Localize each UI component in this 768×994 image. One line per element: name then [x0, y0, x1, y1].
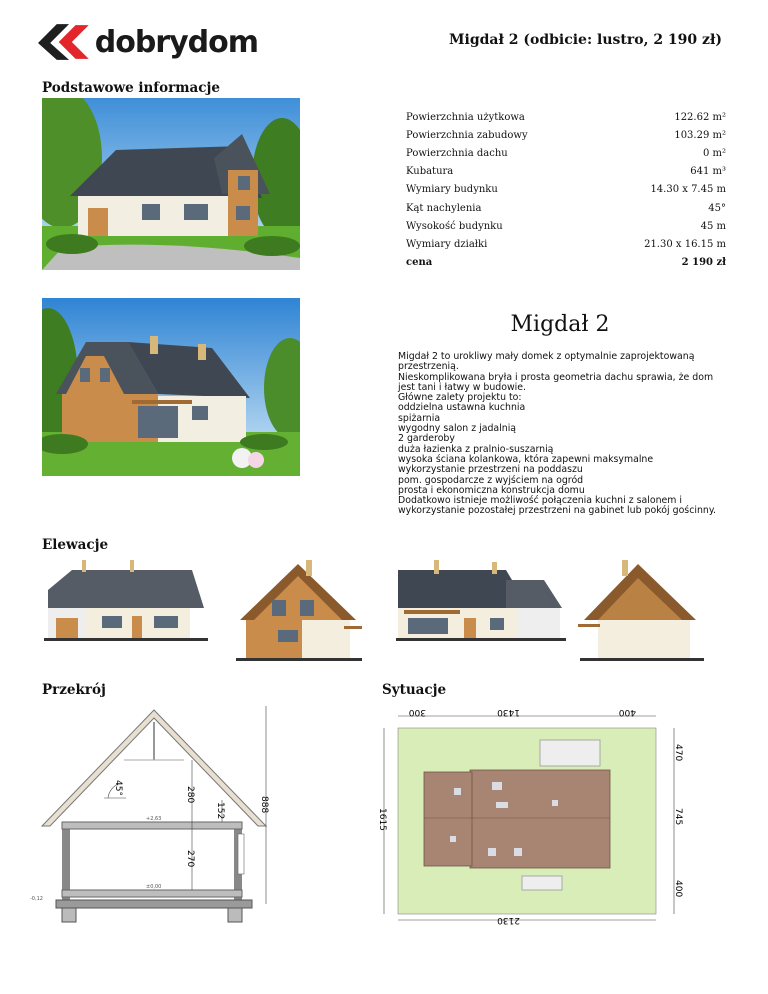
- dim-angle: 45°: [113, 780, 123, 796]
- section-heading-cross-section: Przekrój: [42, 682, 106, 698]
- elevation-front: [42, 560, 210, 648]
- page-title: Migdał 2 (odbicie: lustro, 2 190 zł): [449, 32, 722, 48]
- house-back-photo: [42, 298, 300, 476]
- dim-knee: 152: [215, 802, 225, 820]
- dim-right-top: 470: [673, 744, 683, 762]
- dim-bottom: 2130: [497, 915, 520, 925]
- info-row: Wymiary budynku 14.30 x 7.45 m: [406, 184, 726, 196]
- dim-top-left: 300: [408, 707, 426, 717]
- info-row: Powierzchnia użytkowa 122.62 m²: [406, 111, 726, 123]
- brand-logo[interactable]: [38, 22, 258, 62]
- elevation-side-left: [232, 560, 362, 668]
- level-outside: -0,12: [30, 896, 43, 902]
- section-heading-basic: Podstawowe informacje: [42, 80, 220, 96]
- info-row: Wysokość budynku 45 m: [406, 220, 726, 232]
- info-row: Kubatura 641 m³: [406, 166, 726, 178]
- level-upper: +2,63: [146, 816, 162, 822]
- house-front-photo: [42, 98, 300, 270]
- info-row: Powierzchnia zabudowy 103.29 m²: [406, 129, 726, 141]
- elevation-side-right: [576, 560, 706, 668]
- dim-right-bottom: 400: [673, 880, 683, 898]
- info-row: Kąt nachylenia 45°: [406, 202, 726, 214]
- description-text: Migdał 2 to urokliwy mały domek z optymalnie zaprojektowaną przestrzenią. Nieskomplikowana bryła i prosta geometria dachu sprawia, że dom jest tani i łatwy w budowie. Główne zalety projektu to: oddzielna ustawna kuchnia spiżarnia wygodny salon z jadalnią 2 garderoby duża łazienka z pralnio-suszarnią wysoka ściana kolankowa, która zapewni maksymalne wykorzystanie przestrzeni na poddaszu pom. gospodarcze z wyjściem na ogród prosta i ekonomiczna konstrukcja domu Dodatkowo istnieje możliwość połączenia kuchni z salonem i wykorzystanie pozostałej przestrzeni na gabinet lub pokój gościnny.: [398, 351, 717, 517]
- info-row: Wymiary działki 21.30 x 16.15 m: [406, 238, 726, 250]
- brand-name: dobrydom: [94, 24, 258, 60]
- section-heading-situation: Sytuacje: [382, 682, 447, 698]
- level-ground: ±0,00: [146, 884, 162, 890]
- dim-left: 1615: [377, 808, 387, 831]
- dim-right-mid: 745: [673, 808, 683, 826]
- info-row: Powierzchnia dachu 0 m²: [406, 147, 726, 159]
- section-heading-elevations: Elewacje: [42, 537, 109, 553]
- dim-top-right: 400: [618, 707, 636, 717]
- dim-total: 888: [259, 796, 269, 814]
- cross-section-drawing: [26, 704, 286, 930]
- dim-top-mid: 1430: [497, 707, 520, 717]
- info-table: [406, 108, 726, 272]
- description-title: Migdał 2: [510, 312, 610, 337]
- logo-mark-icon: [38, 23, 89, 61]
- price-row: cena 2 190 zł: [406, 257, 726, 269]
- dim-lower: 270: [185, 850, 195, 868]
- site-plan-drawing: [374, 704, 686, 930]
- dim-upper: 280: [185, 786, 195, 804]
- elevation-back: [394, 560, 568, 648]
